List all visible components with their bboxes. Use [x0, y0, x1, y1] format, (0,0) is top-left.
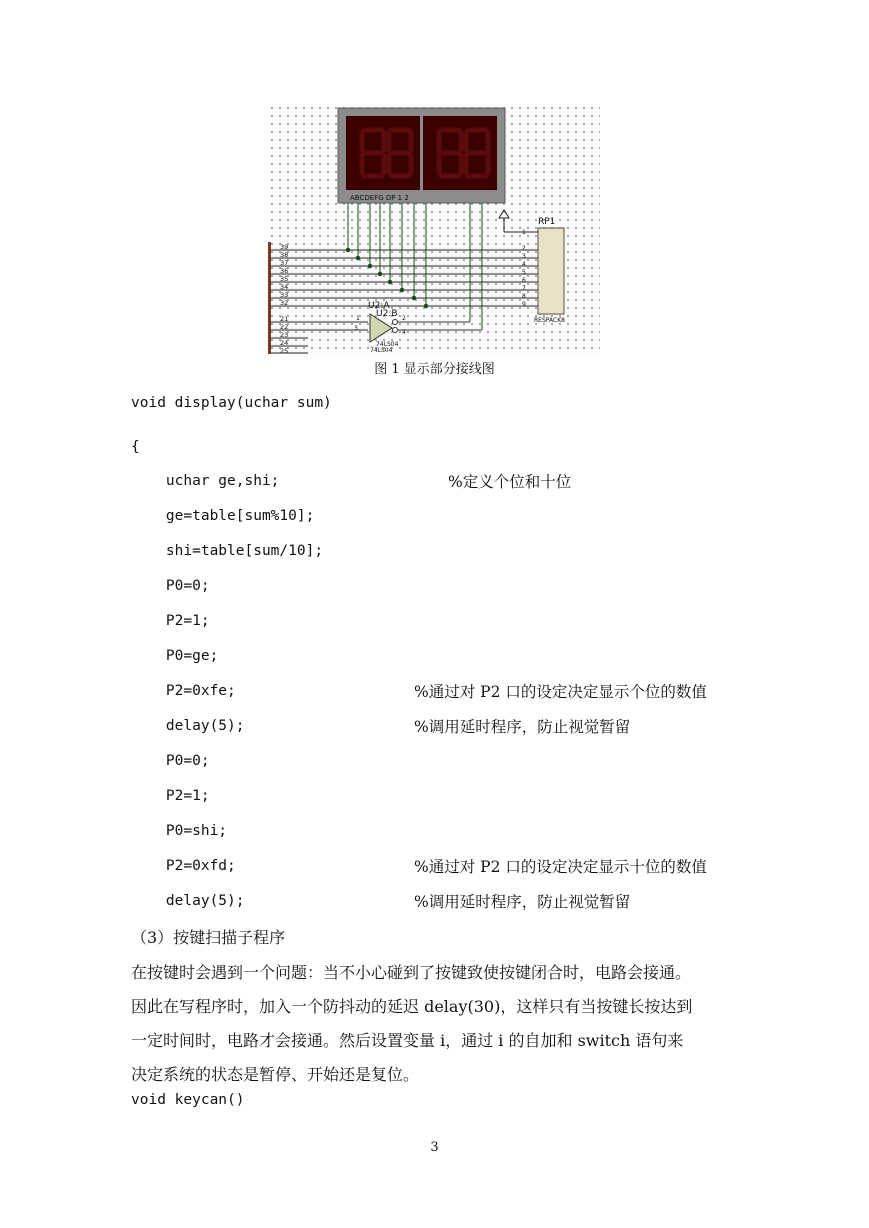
code-line: P0=0;: [131, 753, 210, 769]
code-line: shi=table[sum/10];: [131, 543, 324, 559]
code-line: P0=0;: [131, 578, 210, 594]
bus-wires: [271, 250, 538, 353]
gate-pin-2: 2: [402, 315, 406, 322]
paragraph-line: 决定系统的状态是暂停、开始还是复位。: [131, 1065, 420, 1084]
code-comment: %通过对 P2 口的设定决定显示个位的数值: [414, 683, 707, 701]
junction-dots: [346, 248, 429, 309]
gate-pin-3: 3: [354, 325, 358, 332]
svg-text:22: 22: [280, 323, 289, 331]
svg-text:6: 6: [522, 277, 526, 284]
svg-text:32: 32: [280, 299, 289, 307]
code-line-keycan: void keycan(): [131, 1092, 245, 1108]
code-line: P2=1;: [131, 788, 210, 804]
svg-text:23: 23: [280, 331, 289, 339]
svg-text:3: 3: [522, 253, 526, 260]
gate-pin-4: 4: [402, 329, 406, 336]
code-comment: %调用延时程序，防止视觉暂留: [414, 718, 631, 736]
code-line: delay(5);: [131, 893, 245, 909]
circuit-diagram: [268, 104, 600, 354]
svg-text:24: 24: [280, 339, 289, 347]
code-line: void display(uchar sum): [131, 395, 332, 411]
u2b-label: U2:B: [376, 309, 398, 319]
svg-text:33: 33: [280, 291, 289, 299]
rp1-resistor-pack: [538, 228, 564, 314]
code-line: P0=shi;: [131, 823, 228, 839]
rp1-label: RP1: [538, 217, 556, 227]
paragraph-line: 在按键时会遇到一个问题：当不小心碰到了按键致使按键闭合时，电路会接通。: [131, 963, 692, 982]
code-line: {: [131, 439, 140, 455]
svg-text:9: 9: [522, 301, 526, 308]
left-pin-numbers: [280, 243, 288, 354]
code-line: P0=ge;: [131, 648, 219, 664]
section-heading: （3）按键扫描子程序: [131, 928, 286, 947]
code-comment: %定义个位和十位: [448, 473, 572, 491]
chip1-label: 74LS04: [376, 341, 399, 348]
power-symbol: [499, 210, 538, 232]
svg-text:39: 39: [280, 243, 289, 251]
svg-text:34: 34: [280, 283, 289, 291]
svg-text:25: 25: [280, 347, 289, 354]
code-comment: %通过对 P2 口的设定决定显示十位的数值: [414, 858, 707, 876]
gate-pin-1: 1: [356, 315, 360, 322]
paragraph-line: 一定时间时，电路才会接通。然后设置变量 i，通过 i 的自加和 switch 语句来: [131, 1031, 684, 1050]
svg-text:8: 8: [522, 293, 526, 300]
code-line: P2=0xfe;: [131, 683, 236, 699]
svg-text:7: 7: [522, 285, 526, 292]
svg-text:1: 1: [522, 229, 526, 236]
svg-text:2: 2: [522, 245, 526, 252]
svg-text:5: 5: [522, 269, 526, 276]
bus-bar: [268, 242, 271, 354]
chip2-label: 74LS04: [370, 347, 393, 354]
rp1-pin-numbers: [522, 229, 526, 308]
code-line: ge=table[sum%10];: [131, 508, 315, 524]
svg-text:36: 36: [280, 267, 289, 275]
code-line: delay(5);: [131, 718, 245, 734]
figure-caption: 图 1 显示部分接线图: [374, 362, 495, 377]
code-line: P2=1;: [131, 613, 210, 629]
paragraph-line: 因此在写程序时，加入一个防抖动的延迟 delay(30)，这样只有当按键长按达到: [131, 997, 693, 1016]
code-line: uchar ge,shi;: [131, 473, 280, 489]
u2a-label: U2:A: [368, 301, 390, 311]
circuit-svg: [268, 104, 600, 354]
page-number: 3: [430, 1140, 439, 1155]
svg-text:38: 38: [280, 251, 289, 259]
svg-text:4: 4: [522, 261, 526, 268]
svg-text:21: 21: [280, 315, 289, 323]
code-comment: %调用延时程序，防止视觉暂留: [414, 893, 631, 911]
rp1-name: RESPACK8: [534, 317, 565, 324]
svg-text:37: 37: [280, 259, 289, 267]
display-pin-letters: ABCDEFG DP 1 2: [350, 194, 409, 202]
svg-text:35: 35: [280, 275, 289, 283]
code-line: P2=0xfd;: [131, 858, 236, 874]
